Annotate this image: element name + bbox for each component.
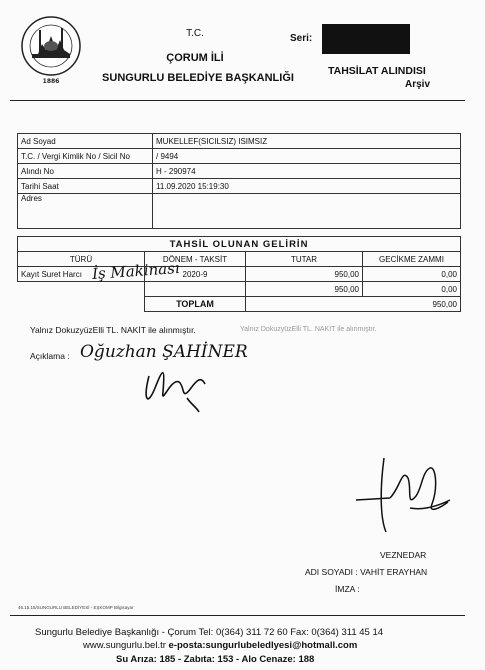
income-late-fee: 0,00 — [363, 282, 461, 297]
col-type: TÜRÜ — [18, 252, 145, 267]
received-text: Yalnız DokuzyüzElli TL. NAKİT ile alınmıştır. — [30, 325, 196, 335]
info-value: 11.09.2020 15:19:30 — [153, 179, 461, 194]
income-amount: 950,00 — [246, 282, 363, 297]
header-municipality: SUNGURLU BELEDİYE BAŞKANLIĞI — [102, 72, 294, 84]
income-period — [145, 282, 246, 297]
income-period: 2020-9 — [145, 267, 246, 282]
info-label: Ad Soyad — [18, 134, 153, 149]
footer-web — [83, 640, 357, 651]
cashier-signature-icon — [350, 448, 460, 538]
income-amount: 950,00 — [246, 267, 363, 282]
income-row — [18, 267, 461, 282]
info-row — [18, 134, 461, 149]
info-value — [153, 194, 461, 229]
handwritten-name: Oğuzhan ŞAHİNER — [80, 342, 248, 362]
total-value: 950,00 — [246, 297, 461, 312]
total-label: TOPLAM — [145, 297, 246, 312]
footer-divider — [10, 615, 465, 616]
income-type: Kayıt Suret Harcı — [18, 267, 145, 282]
print-note: 46.15.15/SUNGURLU BELEDİYESİ - EŞKOMP Bilgisayar — [18, 605, 134, 610]
cashier-role: VEZNEDAR — [380, 550, 427, 560]
info-row — [18, 194, 461, 229]
income-title: TAHSİL OLUNAN GELİRİN — [18, 237, 461, 252]
income-table — [17, 236, 461, 312]
col-late-fee: GECİKME ZAMMI — [363, 252, 461, 267]
municipality-seal-icon — [20, 14, 82, 86]
income-late-fee: 0,00 — [363, 267, 461, 282]
info-row — [18, 164, 461, 179]
info-label: Tarihi Saat — [18, 179, 153, 194]
serial-redacted — [322, 24, 410, 54]
footer-url[interactable]: www.sungurlu.bel.tr — [83, 640, 166, 651]
serial-label: Seri: — [290, 33, 313, 44]
handwritten-note: İş Makinası — [91, 258, 181, 284]
header-divider — [10, 100, 465, 101]
header-city: ÇORUM İLİ — [166, 52, 224, 64]
income-type — [18, 282, 145, 297]
footer-emergency: Su Arıza: 185 - Zabıta: 153 - Alo Cenaze: 188 — [116, 654, 315, 665]
info-value: MUKELLEF(SICILSIZ) ISIMSIZ — [153, 134, 461, 149]
income-row — [18, 282, 461, 297]
info-row — [18, 179, 461, 194]
customer-signature-icon — [135, 358, 215, 413]
info-label: Adres — [18, 194, 153, 229]
info-label: Alındı No — [18, 164, 153, 179]
header-tc: T.C. — [186, 28, 204, 39]
received-faint: Yalnız DokuzyüzElli TL. NAKİT ile alınmıştır. — [240, 326, 377, 333]
info-row — [18, 149, 461, 164]
cashier-name: ADI SOYADI : VAHİT ERAYHAN — [305, 567, 428, 577]
doc-type: TAHSİLAT ALINDISI — [328, 65, 426, 77]
footer-email[interactable]: e-posta:sungurlubeledlyesi@hotmall.com — [168, 640, 358, 651]
footer-contact: Sungurlu Belediye Başkanlığı - Çorum Tel: 0(364) 311 72 60 Fax: 0(364) 311 45 14 — [35, 627, 384, 638]
cashier-sign-label: İMZA : — [335, 584, 360, 594]
info-label: T.C. / Vergi Kimlik No / Sicil No — [18, 149, 153, 164]
total-row — [18, 297, 461, 312]
info-table — [17, 133, 461, 229]
copy-label: Arşiv — [405, 79, 431, 90]
info-value: H - 290974 — [153, 164, 461, 179]
col-amount: TUTAR — [246, 252, 363, 267]
svg-text:1886: 1886 — [42, 78, 60, 85]
info-value: / 9494 — [153, 149, 461, 164]
col-period: DÖNEM - TAKSİT — [145, 252, 246, 267]
explanation-label: Açıklama : — [30, 351, 70, 361]
